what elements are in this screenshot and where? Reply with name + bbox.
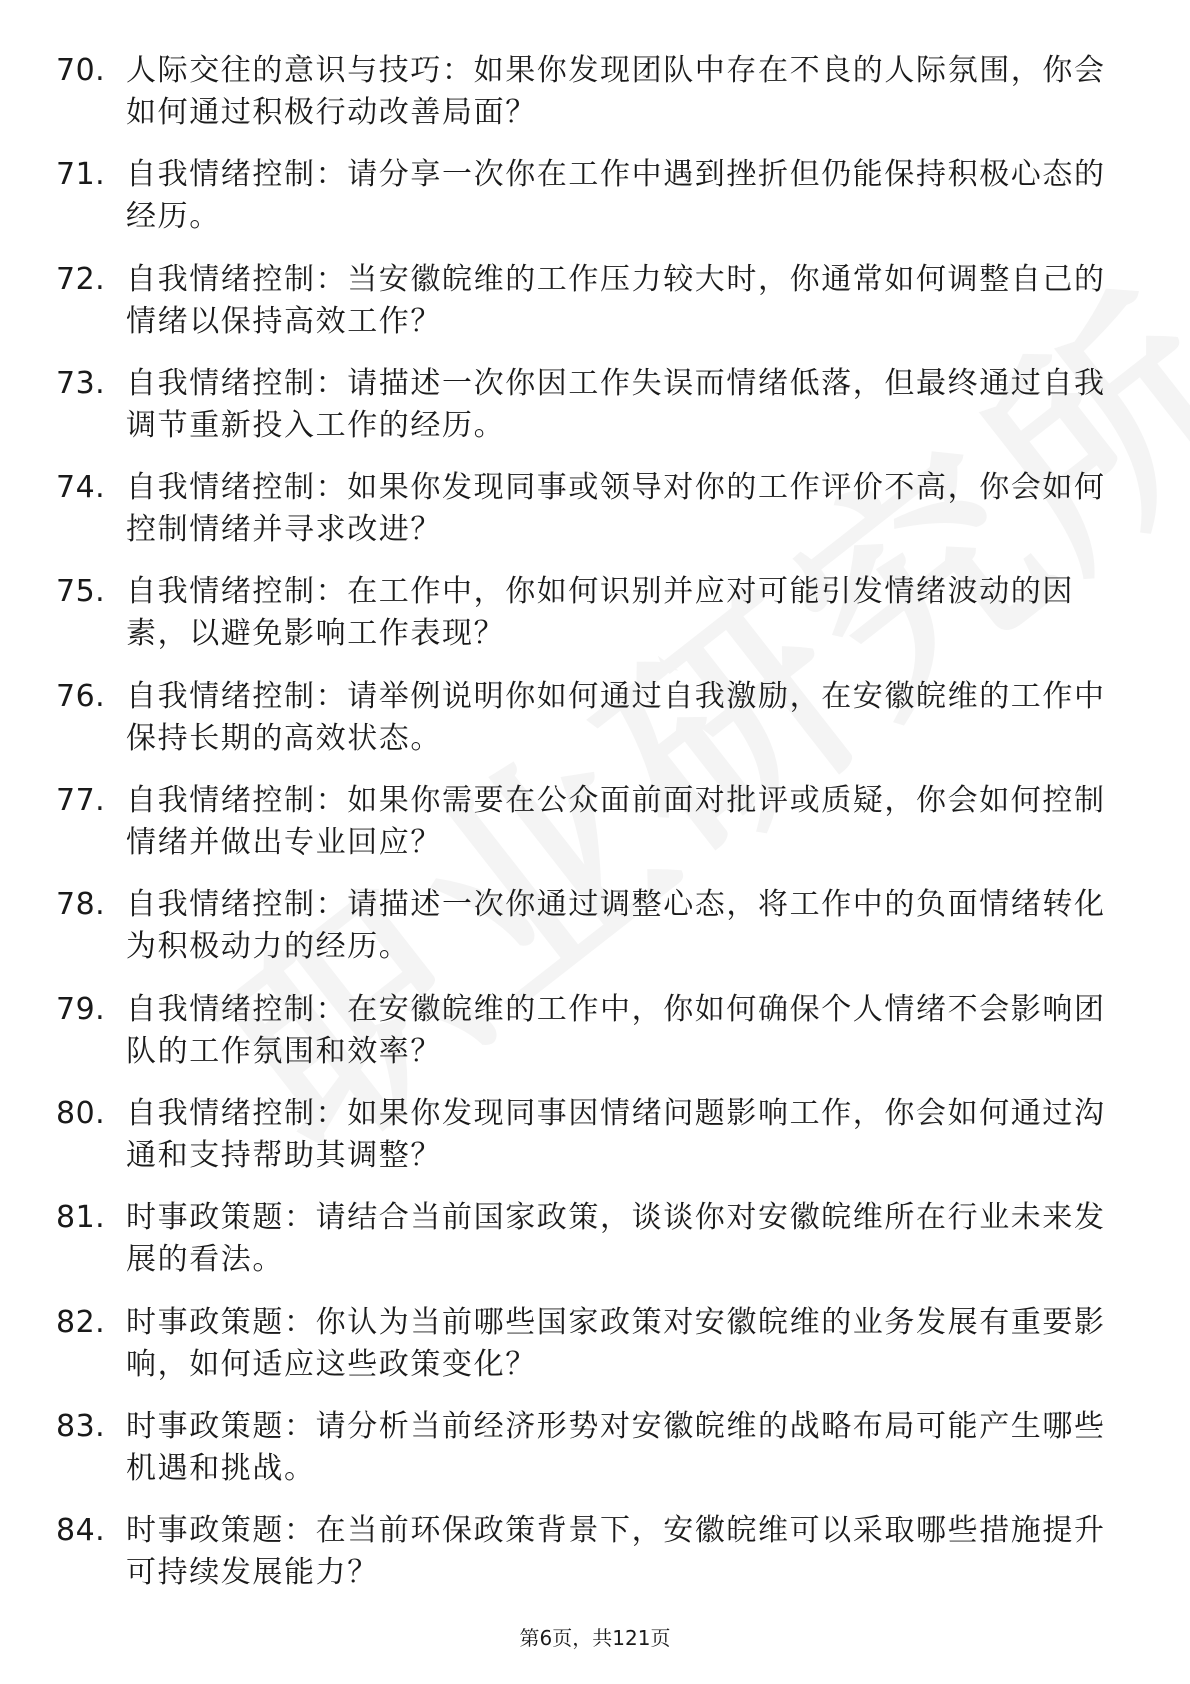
question-item (0, 780, 1190, 884)
question-number: 75. (56, 574, 106, 610)
question-text: 自我情绪控制：如果你发现同事因情绪问题影响工作，你会如何通过沟通和支持帮助其调整？ (126, 1095, 1106, 1173)
question-item (0, 154, 1190, 258)
question-text: 自我情绪控制：请举例说明你如何通过自我激励，在安徽皖维的工作中保持长期的高效状态。 (126, 678, 1106, 756)
question-number: 71. (56, 157, 106, 193)
question-number: 76. (56, 678, 106, 714)
page-number-label: 第6页，共121页 (519, 1626, 671, 1650)
question-text: 自我情绪控制：请分享一次你在工作中遇到挫折但仍能保持积极心态的经历。 (126, 157, 1106, 235)
question-item (0, 363, 1190, 467)
question-item (0, 1406, 1190, 1510)
question-item (0, 1510, 1190, 1614)
question-item (0, 1093, 1190, 1197)
question-item (0, 1197, 1190, 1301)
question-number: 82. (56, 1304, 106, 1340)
question-number: 77. (56, 783, 106, 819)
question-number: 78. (56, 887, 106, 923)
question-number: 79. (56, 991, 106, 1027)
question-item (0, 467, 1190, 571)
question-text: 自我情绪控制：请描述一次你通过调整心态，将工作中的负面情绪转化为积极动力的经历。 (126, 887, 1106, 965)
question-item (0, 259, 1190, 363)
question-number: 74. (56, 470, 106, 506)
question-item (0, 50, 1190, 154)
question-number: 70. (56, 53, 106, 88)
question-text: 自我情绪控制：当安徽皖维的工作压力较大时，你通常如何调整自己的情绪以保持高效工作？ (126, 261, 1106, 339)
question-text: 时事政策题：请结合当前国家政策，谈谈你对安徽皖维所在行业未来发展的看法。 (126, 1200, 1106, 1278)
question-number: 81. (56, 1200, 106, 1236)
question-item (0, 884, 1190, 988)
question-text: 自我情绪控制：如果你发现同事或领导对你的工作评价不高，你会如何控制情绪并寻求改进？ (126, 470, 1106, 548)
question-text: 时事政策题：你认为当前哪些国家政策对安徽皖维的业务发展有重要影响，如何适应这些政策变化？ (126, 1304, 1106, 1382)
question-number: 73. (56, 365, 106, 401)
question-text: 自我情绪控制：如果你需要在公众面前面对批评或质疑，你会如何控制情绪并做出专业回应？ (126, 783, 1106, 861)
question-text: 时事政策题：请分析当前经济形势对安徽皖维的战略布局可能产生哪些机遇和挑战。 (126, 1408, 1106, 1486)
question-item (0, 989, 1190, 1093)
question-item (0, 571, 1190, 675)
question-text: 自我情绪控制：在工作中，你如何识别并应对可能引发情绪波动的因素，以避免影响工作表现？ (126, 574, 1074, 652)
question-text: 自我情绪控制：在安徽皖维的工作中，你如何确保个人情绪不会影响团队的工作氛围和效率？ (126, 991, 1106, 1069)
question-item (0, 676, 1190, 780)
question-item (0, 1302, 1190, 1406)
question-number: 80. (56, 1095, 106, 1131)
question-number: 84. (56, 1513, 106, 1549)
question-number: 72. (56, 261, 106, 297)
page-footer (0, 1624, 1190, 1652)
question-list (0, 50, 1190, 1614)
question-number: 83. (56, 1408, 106, 1444)
question-text: 时事政策题：在当前环保政策背景下，安徽皖维可以采取哪些措施提升可持续发展能力？ (126, 1513, 1106, 1591)
question-text: 人际交往的意识与技巧：如果你发现团队中存在不良的人际氛围，你会如何通过积极行动改善局面？ (126, 53, 1106, 130)
question-text: 自我情绪控制：请描述一次你因工作失误而情绪低落，但最终通过自我调节重新投入工作的经历。 (126, 365, 1106, 443)
